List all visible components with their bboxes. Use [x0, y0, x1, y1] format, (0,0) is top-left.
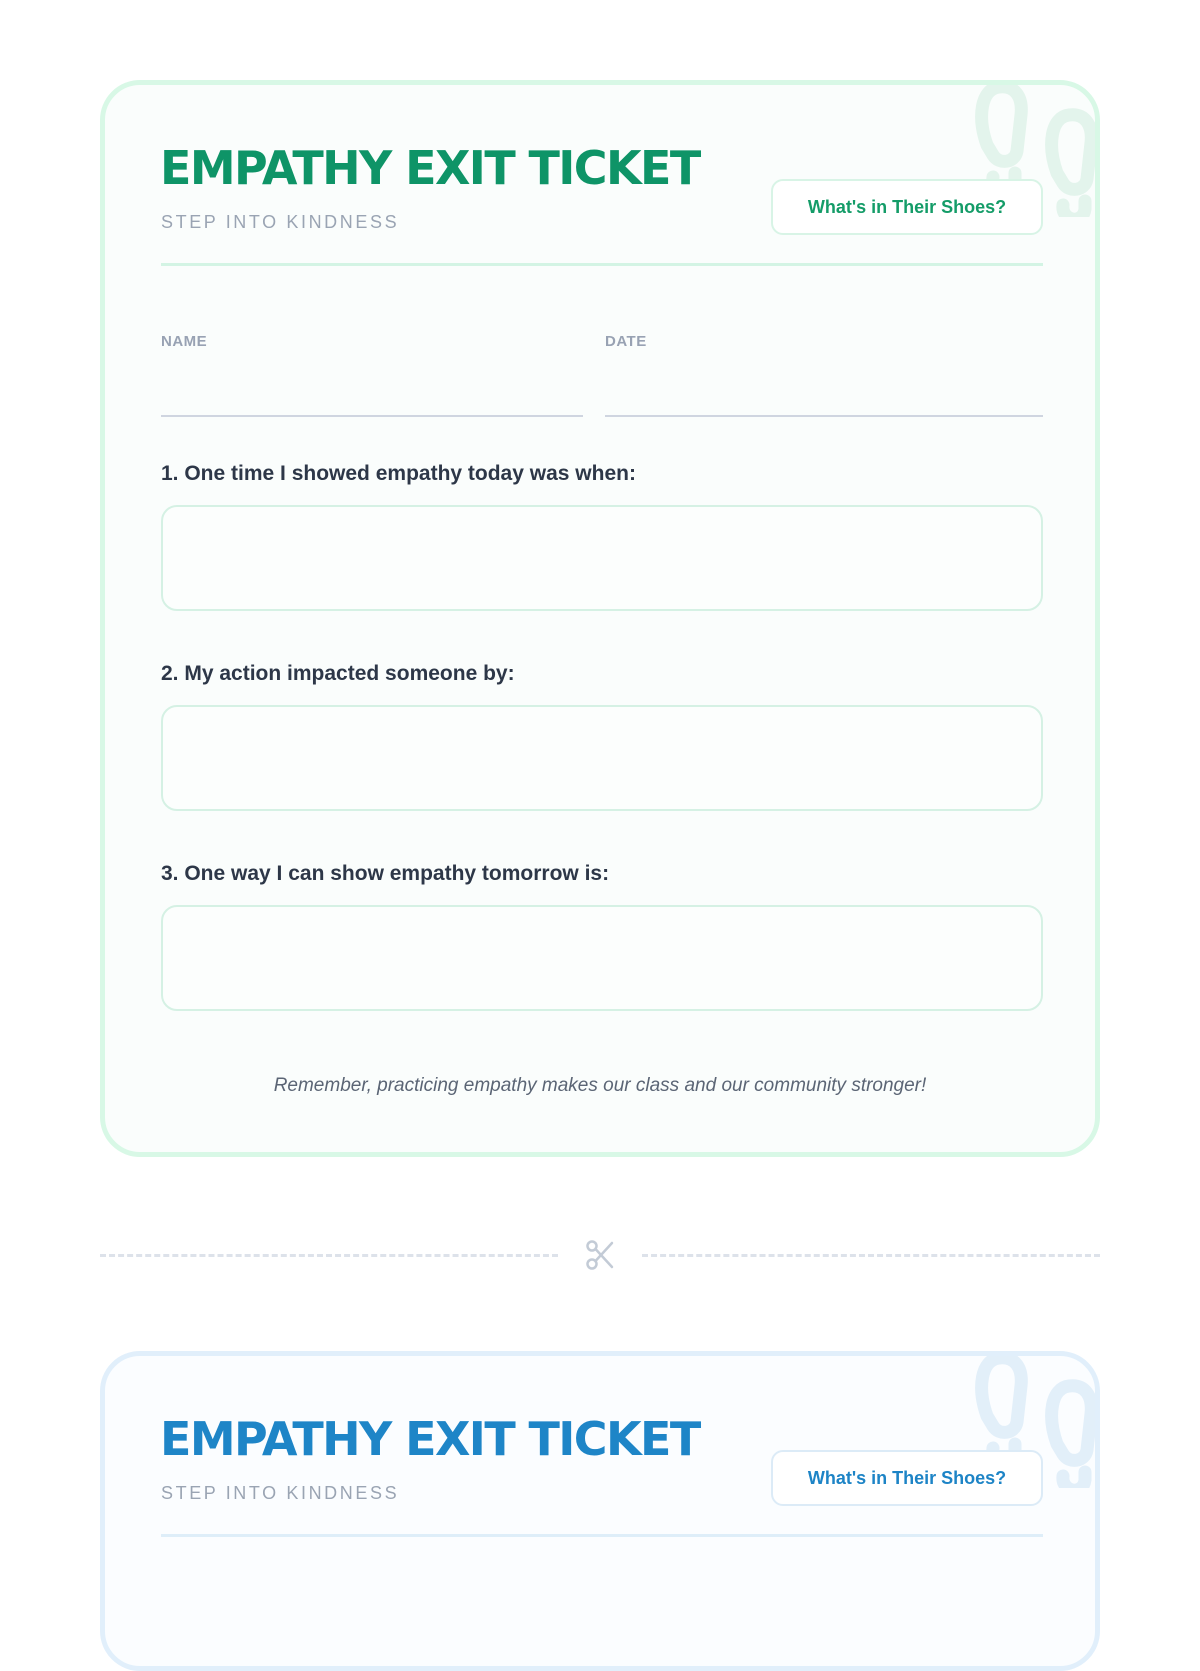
- answer-1-box[interactable]: [161, 505, 1043, 611]
- header-divider: [161, 1534, 1043, 1537]
- ticket-title: EMPATHY EXIT TICKET: [160, 141, 700, 195]
- ticket-subtitle: STEP INTO KINDNESS: [161, 1483, 400, 1503]
- question-2-label: 2. My action impacted someone by:: [161, 662, 515, 685]
- question-3-label: 3. One way I can show empathy tomorrow is:: [161, 862, 610, 885]
- footer-note: Remember, practicing empathy makes our class and our community stronger!: [273, 1075, 927, 1096]
- cut-line-left: [100, 1254, 558, 1257]
- answer-2-box[interactable]: [161, 705, 1043, 811]
- date-field[interactable]: [605, 415, 1043, 417]
- exit-ticket-green: [100, 80, 1100, 1157]
- cut-line-right: [642, 1254, 1100, 1257]
- ticket-subtitle: STEP INTO KINDNESS: [161, 212, 400, 232]
- shoes-badge: What's in Their Shoes?: [771, 179, 1043, 235]
- name-field[interactable]: [161, 415, 583, 417]
- header-divider: [161, 263, 1043, 266]
- scissors-icon: [585, 1239, 615, 1271]
- answer-3-box[interactable]: [161, 905, 1043, 1011]
- exit-ticket-blue: [100, 1351, 1100, 1671]
- ticket-title: EMPATHY EXIT TICKET: [160, 1412, 700, 1466]
- name-label: NAME: [161, 333, 208, 350]
- shoes-badge: What's in Their Shoes?: [771, 1450, 1043, 1506]
- date-label: DATE: [605, 333, 647, 350]
- question-1-label: 1. One time I showed empathy today was when:: [161, 462, 636, 485]
